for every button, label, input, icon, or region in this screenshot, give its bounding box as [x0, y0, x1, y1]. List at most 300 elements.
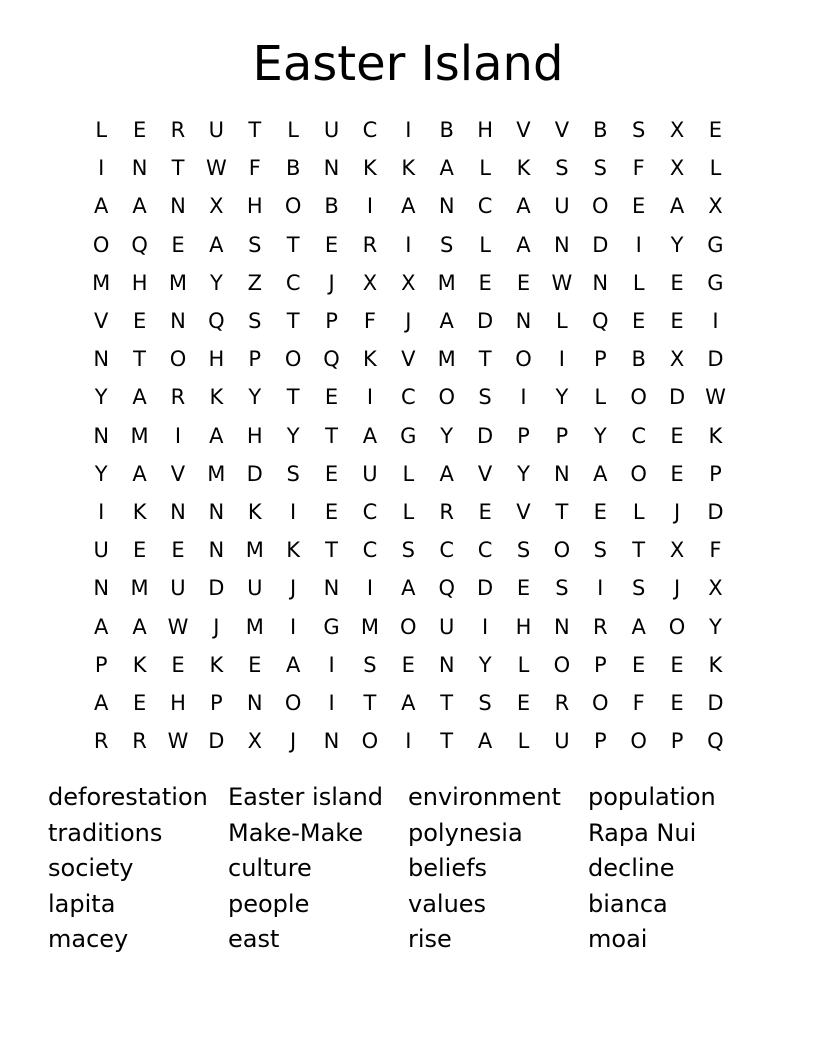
grid-letter: J	[213, 614, 220, 639]
grid-letter: I	[366, 576, 374, 601]
grid-letter: U	[247, 576, 263, 601]
grid-letter: Q	[323, 347, 340, 372]
grid-letter: P	[248, 347, 262, 372]
word-list-item: population	[588, 783, 716, 811]
grid-letter: E	[132, 118, 147, 143]
grid-letter: P	[555, 423, 569, 448]
grid-letter: U	[208, 118, 225, 143]
grid-letter: E	[632, 652, 646, 677]
grid-letter: U	[362, 461, 378, 486]
grid-letter: L	[479, 156, 491, 181]
grid-letter: O	[169, 347, 187, 372]
grid-letter: C	[631, 423, 646, 448]
grid-letter: N	[515, 309, 532, 334]
word-list-item: values	[408, 889, 487, 918]
word-list-item: rise	[408, 925, 452, 953]
grid-letter: I	[558, 347, 565, 372]
grid-letter: Q	[592, 309, 609, 334]
page-title: Easter Island	[252, 36, 564, 92]
grid-letter: L	[402, 499, 415, 524]
grid-letter: T	[325, 423, 338, 448]
grid-letter: E	[401, 652, 415, 677]
grid-letter: O	[438, 385, 455, 410]
grid-letter: E	[324, 499, 339, 524]
grid-letter: S	[478, 690, 492, 715]
word-list-item: bianca	[588, 889, 668, 918]
word-list-item: macey	[48, 925, 129, 953]
grid-letter: O	[284, 690, 302, 715]
grid-letter: E	[670, 461, 684, 486]
grid-letter: I	[174, 423, 182, 448]
grid-letter: R	[170, 118, 186, 143]
grid-letter: Q	[438, 576, 455, 601]
grid-letter: S	[401, 538, 415, 563]
word-list-item: traditions	[48, 818, 163, 847]
grid-letter: L	[287, 118, 299, 143]
grid-letter: Y	[286, 423, 300, 448]
grid-letter: D	[668, 385, 686, 410]
grid-letter: U	[439, 614, 455, 639]
grid-letter: O	[284, 194, 302, 219]
grid-letter: M	[168, 270, 188, 295]
word-list-item: environment	[408, 783, 561, 811]
grid-letter: S	[555, 156, 569, 181]
grid-letter: O	[630, 385, 647, 410]
grid-letter: E	[132, 309, 147, 334]
grid-letter: P	[517, 423, 530, 448]
grid-letter: L	[517, 729, 530, 754]
grid-letter: A	[593, 461, 608, 486]
grid-letter: A	[477, 729, 493, 754]
grid-letter: H	[131, 270, 148, 295]
grid-letter: D	[477, 576, 494, 601]
grid-letter: E	[132, 538, 147, 563]
grid-letter: N	[323, 576, 340, 601]
grid-letter: E	[324, 385, 339, 410]
grid-letter: Q	[131, 232, 148, 257]
grid-letter: A	[669, 194, 685, 219]
grid-letter: G	[707, 232, 724, 257]
grid-letter: E	[670, 270, 684, 295]
grid-letter: X	[708, 576, 723, 601]
grid-letter: U	[170, 576, 186, 601]
grid-letter: F	[363, 309, 376, 334]
grid-letter: A	[94, 690, 109, 715]
grid-letter: K	[708, 423, 723, 448]
grid-letter: F	[632, 156, 645, 181]
grid-letter: L	[517, 652, 530, 677]
grid-letter: C	[362, 499, 378, 524]
grid-letter: U	[554, 729, 570, 754]
grid-letter: A	[285, 652, 301, 677]
grid-letter: L	[594, 385, 607, 410]
grid-letter: I	[635, 232, 642, 257]
grid-letter: W	[167, 614, 189, 639]
grid-letter: K	[209, 385, 224, 410]
grid-letter: E	[516, 270, 531, 295]
grid-letter: H	[246, 423, 263, 448]
grid-letter: A	[516, 194, 531, 219]
grid-letter: E	[248, 652, 262, 677]
grid-letter: O	[553, 538, 571, 563]
grid-letter: A	[516, 232, 531, 257]
grid-letter: V	[94, 309, 109, 334]
grid-letter: I	[328, 690, 335, 715]
grid-letter: P	[593, 652, 607, 677]
grid-letter: X	[362, 270, 378, 295]
grid-letter: U	[323, 118, 340, 143]
grid-letter: T	[171, 156, 185, 181]
grid-letter: T	[478, 347, 492, 372]
grid-letter: T	[440, 690, 454, 715]
grid-letter: H	[170, 690, 186, 715]
grid-letter: S	[555, 576, 569, 601]
grid-letter: D	[592, 232, 609, 257]
grid-letter: G	[707, 270, 724, 295]
grid-letter: S	[363, 652, 377, 677]
grid-letter: P	[210, 690, 223, 715]
grid-letter: E	[171, 538, 185, 563]
grid-letter: V	[554, 118, 570, 143]
grid-letter: T	[248, 118, 262, 143]
grid-letter: R	[132, 729, 147, 754]
grid-letter: N	[208, 499, 225, 524]
grid-letter: L	[632, 270, 645, 295]
grid-letter: Y	[478, 652, 492, 677]
grid-letter: C	[362, 118, 378, 143]
grid-letter: Y	[517, 461, 530, 486]
grid-letter: D	[707, 347, 724, 372]
grid-letter: A	[401, 576, 416, 601]
grid-letter: Y	[248, 385, 262, 410]
grid-letter: E	[670, 309, 684, 334]
grid-letter: Z	[247, 270, 262, 295]
grid-letter: G	[323, 614, 340, 639]
grid-letter: Y	[440, 423, 454, 448]
word-list-item: lapita	[48, 889, 116, 918]
grid-letter: J	[673, 499, 681, 524]
grid-letter: T	[286, 309, 300, 334]
grid-letter: L	[402, 461, 415, 486]
grid-letter: Q	[208, 309, 225, 334]
grid-letter: K	[401, 156, 416, 181]
grid-letter: W	[205, 156, 227, 181]
grid-letter: N	[170, 194, 186, 219]
grid-letter: J	[290, 729, 297, 754]
grid-letter: V	[401, 347, 416, 372]
grid-letter: A	[401, 194, 416, 219]
grid-letter: E	[516, 690, 531, 715]
grid-letter: M	[245, 614, 264, 639]
grid-letter: W	[705, 385, 726, 410]
grid-letter: E	[632, 309, 646, 334]
grid-letter: O	[515, 347, 532, 372]
grid-letter: S	[248, 232, 262, 257]
grid-letter: O	[668, 614, 686, 639]
letter-grid	[82, 111, 734, 760]
grid-letter: M	[437, 347, 456, 372]
grid-letter: L	[479, 232, 491, 257]
grid-letter: M	[130, 423, 149, 448]
grid-letter: I	[366, 385, 374, 410]
grid-letter: N	[246, 690, 263, 715]
grid-letter: V	[170, 461, 186, 486]
grid-letter: T	[440, 729, 454, 754]
word-list-item: Easter island	[228, 783, 384, 811]
grid-letter: B	[285, 156, 301, 181]
grid-letter: E	[593, 499, 607, 524]
grid-letter: B	[593, 118, 608, 143]
grid-letter: E	[478, 270, 492, 295]
grid-letter: N	[323, 156, 340, 181]
grid-letter: V	[516, 118, 531, 143]
grid-letter: E	[670, 652, 684, 677]
grid-letter: N	[438, 652, 455, 677]
grid-letter: I	[712, 309, 719, 334]
grid-letter: T	[286, 385, 300, 410]
grid-letter: P	[670, 729, 684, 754]
grid-letter: B	[439, 118, 454, 143]
grid-letter: X	[669, 118, 685, 143]
grid-letter: A	[94, 614, 109, 639]
grid-letter: D	[477, 309, 494, 334]
grid-letter: A	[401, 690, 416, 715]
grid-letter: O	[630, 461, 647, 486]
grid-letter: O	[361, 729, 379, 754]
grid-letter: S	[286, 461, 300, 486]
grid-letter: R	[362, 232, 378, 257]
grid-letter: U	[93, 538, 109, 563]
grid-letter: I	[520, 385, 527, 410]
grid-letter: Y	[94, 461, 108, 486]
grid-letter: D	[707, 690, 724, 715]
grid-letter: A	[132, 614, 147, 639]
grid-letter: A	[439, 156, 454, 181]
grid-letter: L	[709, 156, 722, 181]
grid-letter: D	[208, 729, 225, 754]
grid-letter: O	[630, 729, 647, 754]
grid-letter: M	[360, 614, 379, 639]
grid-letter: X	[209, 194, 224, 219]
grid-letter: D	[477, 423, 494, 448]
grid-letter: W	[551, 270, 573, 295]
grid-letter: I	[405, 232, 412, 257]
grid-letter: M	[130, 576, 149, 601]
grid-letter: I	[98, 499, 105, 524]
grid-letter: A	[132, 194, 147, 219]
grid-letter: R	[592, 614, 608, 639]
grid-letter: M	[245, 538, 264, 563]
grid-letter: V	[477, 461, 493, 486]
word-list-item: decline	[588, 854, 675, 882]
grid-letter: K	[516, 156, 531, 181]
grid-letter: P	[709, 461, 722, 486]
grid-letter: Q	[707, 729, 724, 754]
grid-letter: V	[516, 499, 531, 524]
word-list-item: people	[228, 889, 310, 918]
grid-letter: S	[478, 385, 492, 410]
grid-letter: A	[209, 423, 224, 448]
grid-letter: J	[673, 576, 681, 601]
grid-letter: E	[632, 194, 646, 219]
grid-letter: T	[133, 347, 146, 372]
grid-letter: Y	[209, 270, 223, 295]
grid-letter: N	[93, 347, 110, 372]
grid-letter: S	[516, 538, 531, 563]
grid-letter: N	[93, 576, 110, 601]
grid-letter: N	[170, 499, 186, 524]
grid-letter: C	[439, 538, 455, 563]
grid-letter: U	[554, 194, 570, 219]
grid-letter: N	[323, 729, 340, 754]
grid-letter: L	[632, 499, 645, 524]
grid-letter: E	[171, 652, 185, 677]
grid-letter: J	[290, 576, 297, 601]
grid-letter: X	[669, 156, 685, 181]
grid-letter: E	[670, 690, 684, 715]
grid-letter: N	[131, 156, 148, 181]
grid-letter: K	[363, 347, 377, 372]
word-list-item: polynesia	[408, 818, 523, 847]
grid-letter: R	[170, 385, 186, 410]
grid-letter: O	[592, 690, 609, 715]
grid-letter: N	[592, 270, 609, 295]
grid-letter: F	[632, 690, 645, 715]
grid-letter: T	[325, 538, 338, 563]
grid-letter: H	[515, 614, 532, 639]
grid-letter: N	[554, 614, 570, 639]
grid-letter: K	[247, 499, 262, 524]
grid-letter: C	[362, 538, 378, 563]
grid-letter: A	[209, 232, 224, 257]
grid-letter: A	[362, 423, 378, 448]
word-list-item: moai	[588, 925, 648, 953]
grid-letter: I	[290, 499, 297, 524]
grid-letter: H	[477, 118, 493, 143]
grid-letter: A	[94, 194, 109, 219]
grid-letter: S	[248, 309, 262, 334]
grid-letter: C	[285, 270, 301, 295]
grid-letter: O	[592, 194, 609, 219]
grid-letter: F	[248, 156, 261, 181]
grid-letter: A	[132, 385, 147, 410]
grid-letter: T	[632, 538, 646, 563]
grid-letter: S	[631, 576, 646, 601]
grid-letter: J	[405, 309, 412, 334]
grid-letter: D	[707, 499, 724, 524]
grid-letter: L	[556, 309, 568, 334]
grid-letter: S	[593, 156, 607, 181]
grid-letter: A	[132, 461, 147, 486]
grid-letter: P	[593, 347, 607, 372]
grid-letter: S	[593, 538, 607, 563]
grid-letter: R	[554, 690, 570, 715]
grid-letter: E	[132, 690, 147, 715]
grid-letter: H	[208, 347, 225, 372]
grid-letter: J	[328, 270, 335, 295]
grid-letter: F	[709, 538, 722, 563]
grid-letter: N	[93, 423, 110, 448]
grid-letter: L	[95, 118, 108, 143]
grid-letter: G	[400, 423, 417, 448]
grid-letter: P	[325, 309, 338, 334]
word-list-item: deforestation	[48, 783, 208, 811]
word-list-item: east	[228, 925, 280, 953]
grid-letter: C	[400, 385, 416, 410]
grid-letter: E	[324, 232, 339, 257]
grid-letter: S	[631, 118, 646, 143]
grid-letter: W	[167, 729, 189, 754]
grid-letter: I	[597, 576, 604, 601]
grid-letter: D	[208, 576, 225, 601]
grid-letter: C	[477, 538, 493, 563]
grid-letter: A	[439, 461, 454, 486]
grid-letter: M	[92, 270, 111, 295]
grid-letter: A	[439, 309, 454, 334]
grid-letter: R	[93, 729, 109, 754]
grid-letter: I	[328, 652, 335, 677]
grid-letter: I	[98, 156, 105, 181]
grid-letter: E	[516, 576, 531, 601]
grid-letter: Y	[593, 423, 607, 448]
grid-letter: Y	[670, 232, 684, 257]
grid-letter: O	[400, 614, 417, 639]
grid-letter: E	[324, 461, 339, 486]
grid-letter: K	[132, 652, 147, 677]
grid-letter: X	[708, 194, 723, 219]
grid-letter: R	[439, 499, 454, 524]
grid-letter: Y	[94, 385, 108, 410]
grid-letter: N	[438, 194, 455, 219]
grid-letter: E	[670, 423, 684, 448]
word-list-item: Rapa Nui	[588, 818, 697, 847]
grid-letter: Y	[555, 385, 569, 410]
grid-letter: B	[324, 194, 339, 219]
grid-letter: S	[440, 232, 454, 257]
grid-letter: I	[366, 194, 374, 219]
grid-letter: O	[284, 347, 302, 372]
grid-letter: T	[555, 499, 569, 524]
grid-letter: B	[631, 347, 646, 372]
grid-letter: Y	[709, 614, 722, 639]
grid-letter: N	[554, 232, 570, 257]
grid-letter: E	[478, 499, 492, 524]
grid-letter: H	[246, 194, 263, 219]
word-list-item: Make-Make	[228, 818, 364, 847]
grid-letter: N	[208, 538, 225, 563]
grid-letter: A	[631, 614, 646, 639]
grid-letter: K	[708, 652, 723, 677]
grid-letter: M	[437, 270, 456, 295]
grid-letter: E	[708, 118, 723, 143]
grid-letter: E	[171, 232, 185, 257]
grid-letter: O	[92, 232, 110, 257]
grid-letter: X	[247, 729, 262, 754]
grid-letter: I	[482, 614, 489, 639]
word-list-item: beliefs	[408, 854, 488, 882]
grid-letter: K	[363, 156, 377, 181]
word-list-item: culture	[228, 854, 312, 882]
grid-letter: T	[286, 232, 300, 257]
grid-letter: I	[405, 118, 412, 143]
grid-letter: P	[94, 652, 108, 677]
grid-letter: D	[246, 461, 263, 486]
grid-letter: K	[286, 538, 301, 563]
grid-letter: P	[593, 729, 607, 754]
grid-letter: M	[207, 461, 226, 486]
word-list-item: society	[48, 854, 134, 882]
word-list	[48, 780, 768, 958]
